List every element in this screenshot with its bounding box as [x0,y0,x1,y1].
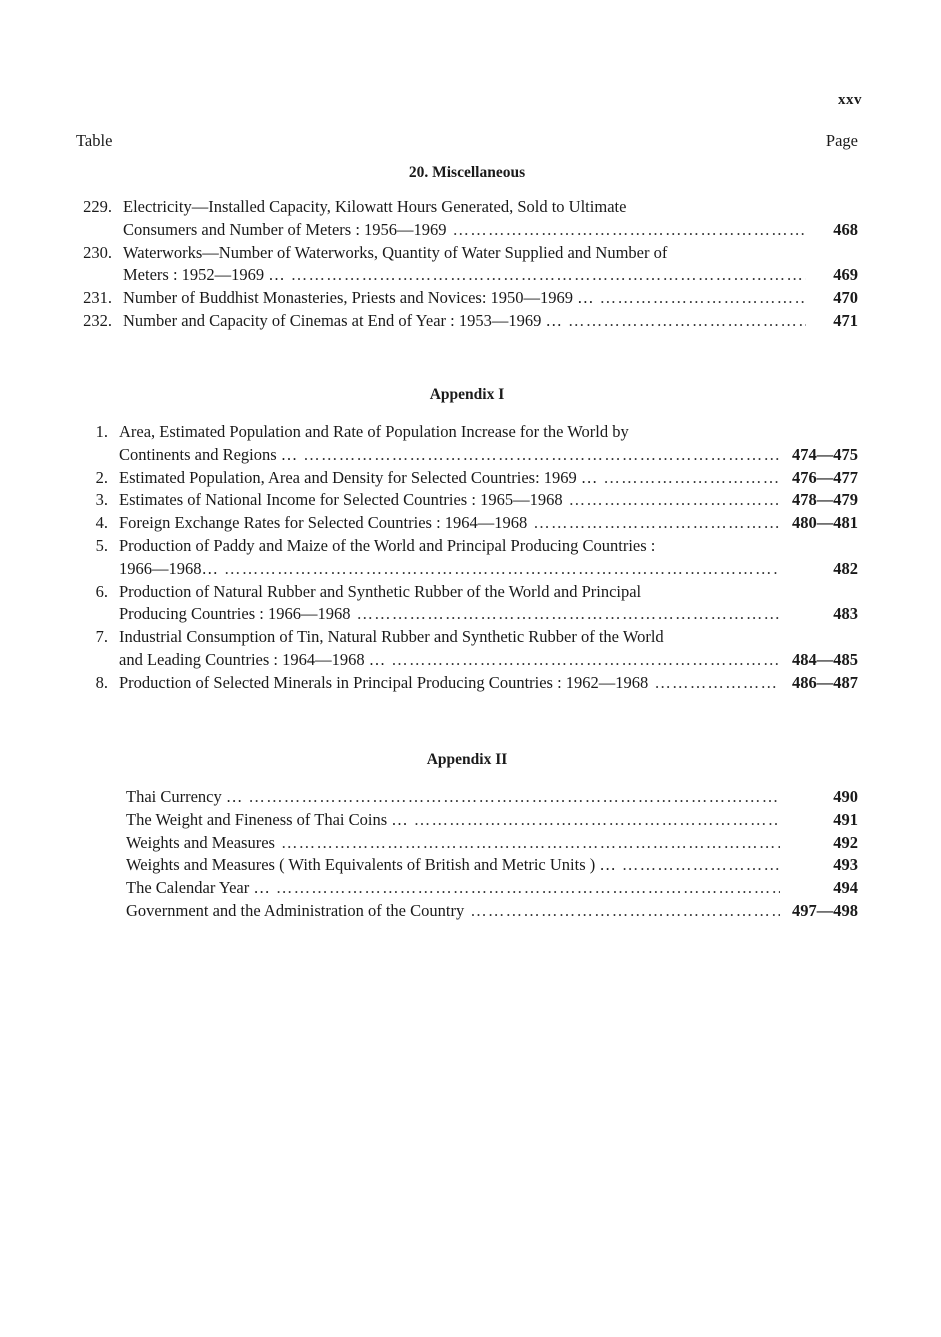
dot-leader [270,877,780,900]
table-number: 231. [83,288,112,308]
list-item [76,512,858,535]
dot-leader [297,444,780,467]
entry-title: Estimated Population, Area and Density for Selected Countries: 1969 … [119,467,598,487]
section-title-appendix-ii: Appendix II [426,751,508,768]
dot-leader [408,809,780,832]
dot-leader [563,489,780,512]
list-item [76,672,858,695]
section-title-miscellaneous: 20. Miscellaneous [408,164,526,181]
table-number: 4. [95,513,108,533]
dot-leader [594,287,806,310]
list-item [76,626,858,672]
dot-leader [218,558,780,581]
entry-title: Industrial Consumption of Tin, Natural Rubber and Synthetic Rubber of the World [119,627,664,647]
list-item [76,421,858,467]
entry-title: Weights and Measures [126,832,275,852]
page-ref: 470 [833,288,858,308]
dot-leader [242,786,780,809]
entry-title: The Weight and Fineness of Thai Coins … [126,809,408,829]
page-ref: 478—479 [792,490,858,510]
entry-title: Thai Currency … [126,787,243,806]
table-number: 7. [95,627,108,647]
entry-title-continued: and Leading Countries : 1964—1968 … [119,649,386,669]
page-ref: 490 [833,787,858,806]
page-ref: 482 [833,558,858,578]
dot-leader [275,832,780,855]
dot-leader [597,467,780,490]
dot-leader [527,512,780,535]
miscellaneous-list [76,196,858,333]
entry-title: Weights and Measures ( With Equivalents of British and Metric Units ) … [126,855,616,875]
dot-leader [447,219,806,242]
list-item [76,310,858,333]
dot-leader [385,649,780,672]
entry-title: The Calendar Year … [126,878,270,898]
appendix-ii-list [76,786,858,923]
entry-title: Production of Natural Rubber and Synthetic Rubber of the World and Principal [119,581,642,601]
list-item [76,242,858,288]
dot-leader [285,264,806,287]
table-number: 2. [95,467,108,487]
page-ref: 476—477 [792,467,858,487]
table-number: 8. [95,672,108,692]
section-title-appendix-i: Appendix I [429,386,505,403]
column-headers [76,131,858,151]
list-item [76,467,858,490]
entry-title: Area, Estimated Population and Rate of Population Increase for the World by [119,422,629,441]
entry-title: Estimates of National Income for Selected Countries : 1965—1968 [119,490,563,510]
page-number: xxv [838,92,862,108]
page-ref: 471 [833,310,858,330]
list-item [76,581,858,627]
entry-title-continued: Consumers and Number of Meters : 1956—1969 [123,219,447,239]
page-ref: 486—487 [792,672,858,692]
list-item [76,832,858,855]
dot-leader [464,900,780,923]
page-ref: 469 [833,265,858,285]
dot-leader [648,672,780,695]
entry-title: Government and the Administration of the Country [126,900,465,920]
entry-title-continued: Continents and Regions … [119,444,298,464]
appendix-i-list [76,421,858,695]
entry-title: Production of Paddy and Maize of the World and Principal Producing Countries : [119,535,656,555]
list-item [76,900,858,923]
page-ref: 497—498 [792,900,858,920]
dot-leader [562,310,806,333]
entry-title: Number and Capacity of Cinemas at End of Year : 1953—1969 … [123,310,563,330]
entry-title: Waterworks—Number of Waterworks, Quantity of Water Supplied and Number of [123,242,668,262]
entry-title: Production of Selected Minerals in Principal Producing Countries : 1962—1968 [119,672,649,692]
list-item [76,535,858,581]
list-item [76,809,858,832]
page-ref: 468 [833,219,858,239]
entry-title: Electricity—Installed Capacity, Kilowatt Hours Generated, Sold to Ultimate [123,197,627,216]
list-item [76,786,858,809]
page-ref: 491 [833,809,858,829]
page-ref: 484—485 [792,649,858,669]
page-ref: 494 [833,878,858,898]
list-item [76,287,858,310]
page-ref: 480—481 [792,513,858,533]
table-number: 232. [83,310,112,330]
table-number: 229. [83,197,112,216]
entry-title-continued: Meters : 1952—1969 … [123,265,285,285]
table-column-header: Table [76,131,113,150]
list-item [76,489,858,512]
dot-leader [616,854,780,877]
entry-title: Foreign Exchange Rates for Selected Countries : 1964—1968 [119,513,528,533]
list-item [76,877,858,900]
table-number: 230. [83,242,112,262]
page-ref: 483 [833,604,858,624]
list-item [76,196,858,242]
table-number: 6. [95,581,108,601]
page-ref: 474—475 [792,444,858,464]
entry-title: Number of Buddhist Monasteries, Priests and Novices: 1950—1969 … [123,288,594,308]
page-ref: 492 [833,832,858,852]
page-ref: 493 [833,855,858,875]
page-column-header: Page [825,131,858,150]
list-item [76,854,858,877]
entry-title-continued: 1966—1968… [119,558,218,578]
table-number: 3. [95,490,108,510]
entry-title-continued: Producing Countries : 1966—1968 [119,604,351,624]
table-number: 5. [95,535,108,555]
table-number: 1. [95,422,108,441]
dot-leader [350,603,780,626]
